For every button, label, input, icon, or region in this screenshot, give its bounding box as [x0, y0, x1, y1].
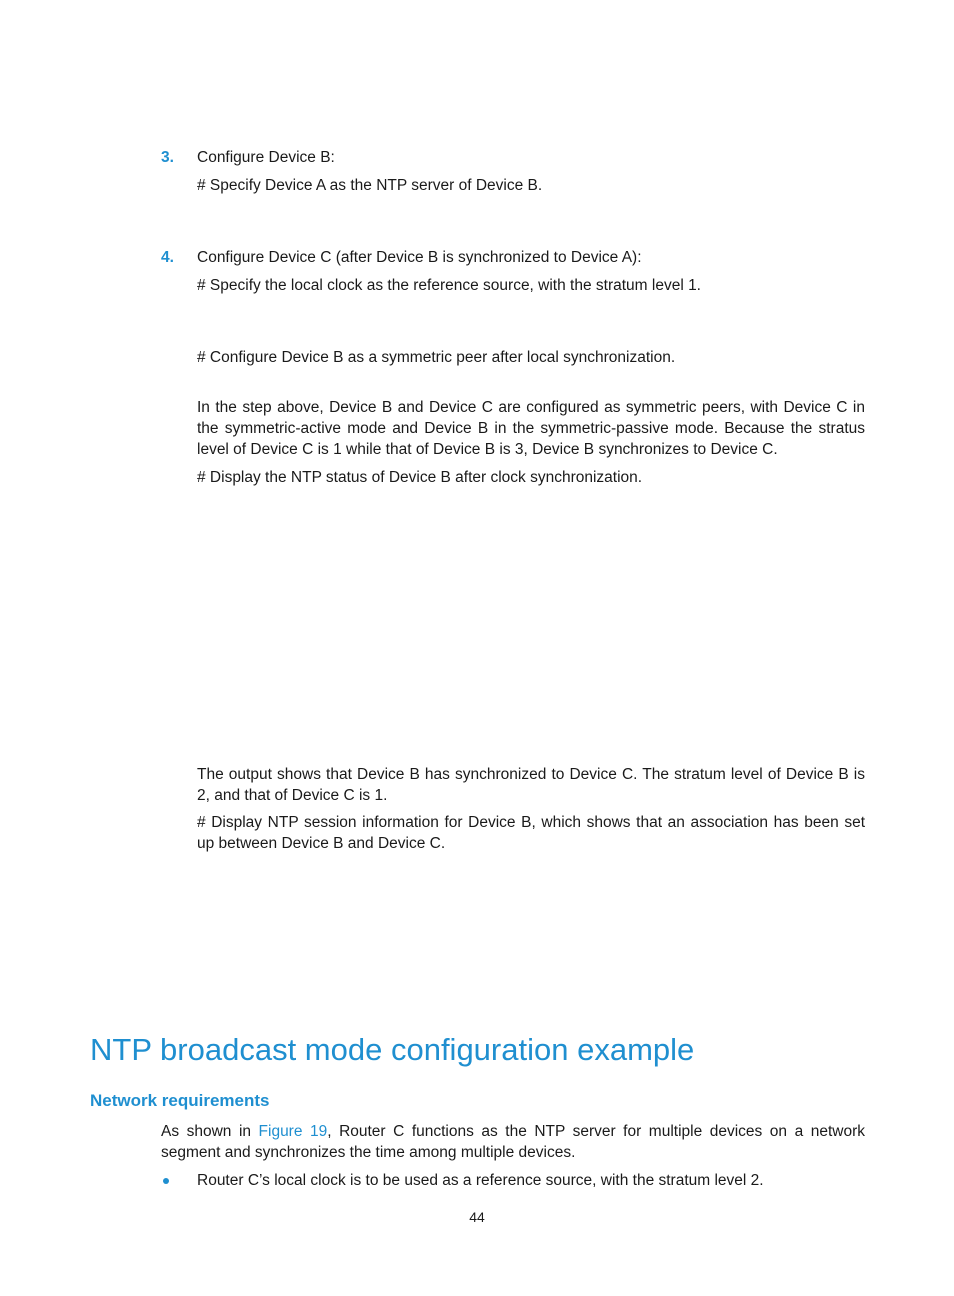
section-subtitle: Network requirements	[90, 1091, 270, 1110]
bullet-icon	[163, 1178, 169, 1184]
symmetric-peer-comment: # Configure Device B as a symmetric peer after local synchronization.	[197, 349, 676, 366]
step-3-number: 3.	[161, 149, 174, 166]
step-3-comment: # Specify Device A as the NTP server of Device B.	[197, 177, 543, 194]
step-4-comment: # Specify the local clock as the reference source, with the stratum level 1.	[197, 277, 701, 294]
bullet-item: Router C’s local clock is to be used as a reference source, with the stratum level 2.	[197, 1172, 764, 1189]
step-3-title: Configure Device B:	[197, 149, 335, 166]
intro-text-after: , Router C functions as the NTP server for multiple devices on a network segment and synchronizes the time among multiple devices.	[161, 1123, 865, 1161]
section-title: NTP broadcast mode configuration example	[90, 1032, 695, 1067]
page-number: 44	[469, 1209, 485, 1225]
output-shows-paragraph: The output shows that Device B has synchronized to Device C. The stratum level of Device B is 2, and that of Device C is 1.	[197, 766, 865, 804]
step-4-number: 4.	[161, 249, 174, 266]
display-session-comment: # Display NTP session information for Device B, which shows that an association has been set up between Device B and Device C.	[197, 814, 865, 852]
step-above-paragraph: In the step above, Device B and Device C are configured as symmetric peers, with Device C in the symmetric-active mode and Device B in the symmetric-passive mode. Because the stratus level of Device C is 1 while that of Device B is 3, Device B synchronizes to Device C.	[197, 399, 865, 458]
intro-paragraph	[161, 1121, 865, 1163]
figure-19-link[interactable]: Figure 19	[258, 1123, 328, 1140]
step-4-title: Configure Device C (after Device B is synchronized to Device A):	[197, 249, 642, 266]
display-status-comment: # Display the NTP status of Device B after clock synchronization.	[197, 469, 643, 486]
intro-text-before: As shown in	[161, 1123, 259, 1140]
